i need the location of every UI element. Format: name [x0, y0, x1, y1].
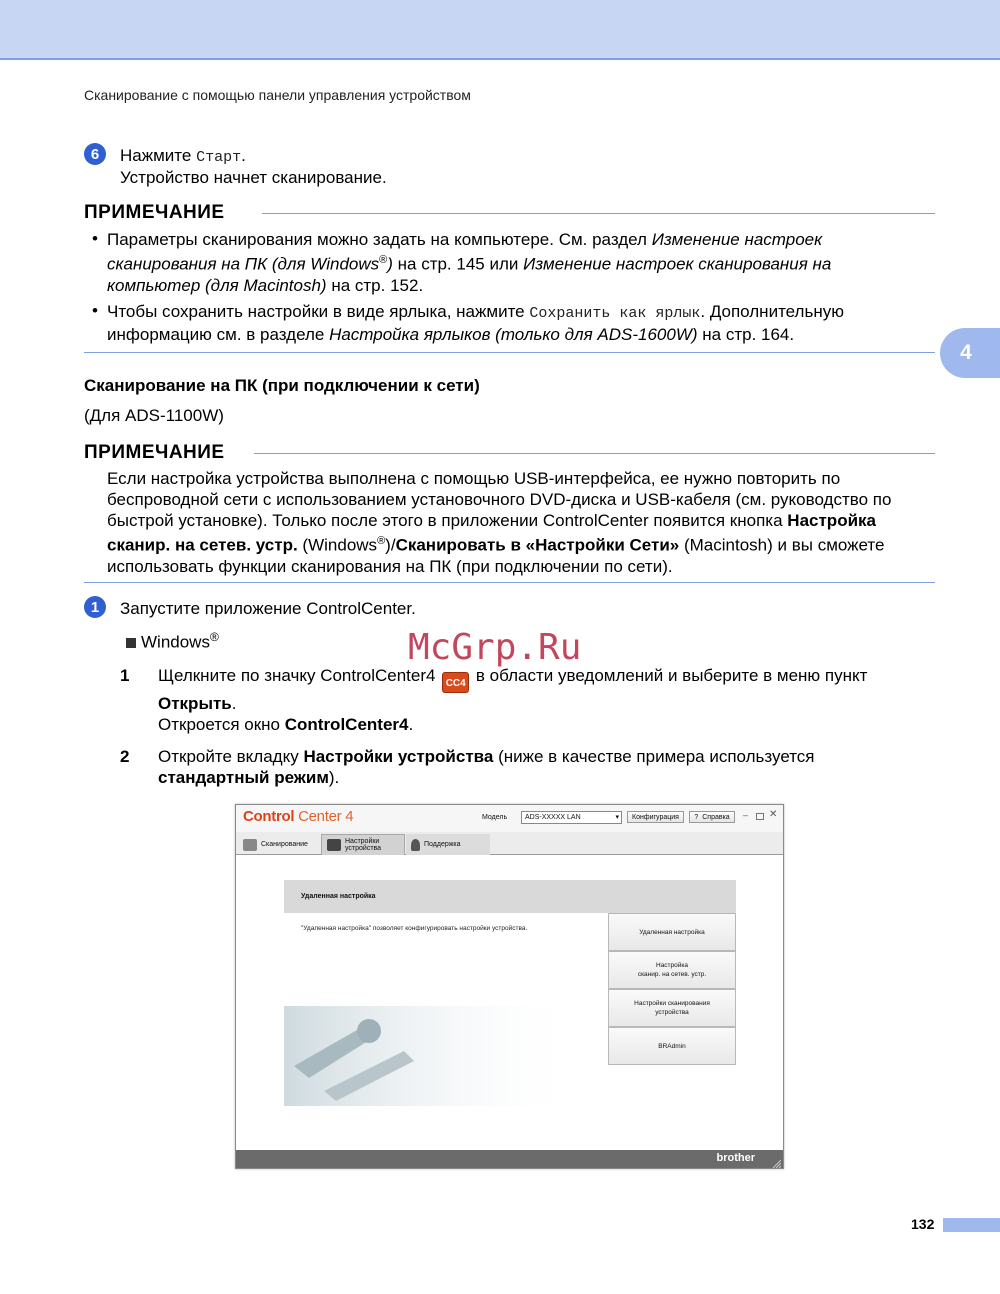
substep-2-text-c: ). — [328, 768, 340, 787]
substep-2-line-2 — [158, 767, 938, 788]
page-number-bar — [943, 1218, 1000, 1232]
tab-device-settings[interactable] — [321, 834, 405, 855]
tools-icon — [327, 839, 341, 851]
substep-number: 2 — [120, 747, 130, 766]
help-button-label: Справка — [702, 813, 730, 821]
bullet-1-line-2 — [107, 250, 937, 275]
bullet-1-line-1 — [107, 229, 937, 250]
brother-logo: brother — [716, 1152, 755, 1164]
bullet-1-text-b: на стр. 145 или — [392, 254, 524, 274]
note-2-line-2: беспроводной сети с использованием установочного DVD-диска и USB-кабеля (см. руководство по — [107, 490, 892, 509]
step-6-text: Нажмите — [120, 146, 197, 165]
bullet-1-ref-a: Изменение настроек — [651, 230, 823, 249]
remote-setup-label: Удаленная настройка — [639, 928, 705, 936]
substep-1-line-3 — [158, 714, 938, 735]
standard-mode-label: стандартный режим — [158, 768, 329, 787]
minimize-icon[interactable]: – — [743, 810, 749, 820]
bullet-2-text-d: на стр. 164. — [697, 325, 795, 344]
bullet-marker: • — [92, 229, 98, 248]
substep-1-line-2 — [158, 693, 938, 714]
maximize-icon[interactable] — [756, 813, 764, 820]
step-number-badge: 6 — [84, 143, 106, 165]
model-select[interactable] — [521, 811, 622, 824]
note-2-line-5: использовать функции сканирования на ПК (при подключении по сети). — [107, 556, 673, 576]
note-2-body — [107, 468, 937, 577]
bullet-1-line-3 — [107, 275, 937, 296]
start-command: Старт — [196, 149, 242, 166]
top-color-band — [0, 0, 1000, 60]
wrench-head-shape — [357, 1019, 381, 1043]
note-heading-rule — [254, 453, 935, 454]
note-1-bullet-1 — [107, 229, 937, 296]
scanner-icon — [243, 839, 257, 851]
bullet-2-line-2 — [107, 324, 937, 345]
content-area — [238, 856, 781, 1150]
tab-support[interactable] — [406, 834, 490, 855]
note-2-text-b: (Windows — [297, 535, 378, 555]
network-scan-settings-button[interactable] — [608, 951, 736, 989]
step-6-period: . — [241, 146, 246, 165]
network-scan-setting-label-b: сканир. на сетев. устр. — [107, 535, 298, 555]
tab-device-settings-label: Настройки устройства — [345, 838, 382, 852]
substep-2-text-b: (ниже в качестве примера используется — [493, 747, 815, 766]
substep-2-text: Откройте вкладку — [158, 747, 304, 766]
section-subtitle: (Для ADS-1100W) — [84, 406, 224, 425]
bullet-2-text-c: информацию см. в разделе — [107, 325, 330, 344]
note-2-slash: )/ — [385, 535, 396, 555]
registered-mark: ® — [209, 630, 219, 644]
network-scan-label-2: сканир. на сетев. устр. — [637, 971, 707, 978]
bullet-2-text-b: . Дополнительную — [700, 302, 844, 321]
substep-1-period: . — [231, 694, 237, 713]
bullet-marker: • — [92, 301, 98, 320]
window-titlebar — [236, 805, 783, 832]
chevron-down-icon: ▾ — [615, 814, 619, 821]
user-icon — [411, 839, 420, 851]
tab-support-label: Поддержка — [424, 841, 461, 848]
note-2-text: быстрой установке). Только после этого в приложении ControlCenter появится кнопка — [107, 511, 788, 530]
model-select-value: ADS-XXXXX LAN — [525, 814, 581, 821]
remote-setup-button[interactable] — [608, 913, 736, 951]
windows-label: Windows — [141, 632, 210, 652]
tab-scan[interactable] — [238, 834, 320, 855]
logo-bold-text: Control — [243, 808, 295, 825]
windows-item — [126, 627, 219, 653]
controlcenter4-window-name: ControlCenter4 — [284, 715, 409, 734]
open-menu-item-label: Открыть — [158, 694, 232, 713]
substep-2 — [158, 746, 938, 788]
bullet-1-ref-e: компьютер (для Macintosh) — [107, 275, 327, 295]
configuration-button[interactable]: Конфигурация — [627, 811, 684, 823]
tools-illustration — [284, 1006, 584, 1106]
page-number: 132 — [911, 1216, 935, 1232]
controlcenter-logo — [243, 808, 353, 825]
bradmin-button[interactable] — [608, 1027, 736, 1065]
registered-mark: ® — [377, 535, 386, 547]
note-2-text-c: (Macintosh) и вы сможете — [679, 535, 885, 555]
close-icon[interactable]: ✕ — [769, 809, 778, 820]
substep-1-line-1 — [158, 665, 938, 693]
logo-thin-text: Center 4 — [294, 808, 354, 825]
device-scan-label-2: устройства — [655, 1009, 689, 1016]
help-button[interactable] — [689, 811, 735, 823]
bullet-2-ref: Настройка ярлыков (только для ADS-1600W) — [329, 325, 698, 344]
note-2-line-4 — [107, 531, 937, 556]
panel-description: "Удаленная настройка" позволяет конфигурировать настройки устройства. — [301, 925, 528, 932]
bradmin-label: BRAdmin — [658, 1042, 686, 1050]
controlcenter4-window — [235, 804, 784, 1169]
substep-1-text: Щелкните по значку ControlCenter4 — [158, 666, 441, 685]
scan-to-network-label: Сканировать в «Настройки Сети» — [395, 535, 680, 555]
section-title: Сканирование на ПК (при подключении к сети) — [84, 376, 480, 395]
bullet-1-ref-c: ) — [387, 254, 393, 274]
step-6-line-2: Устройство начнет сканирование. — [120, 168, 387, 187]
note-heading: ПРИМЕЧАНИЕ — [84, 442, 225, 463]
note-end-rule — [84, 582, 935, 583]
bullet-2-line-1 — [107, 301, 937, 324]
note-2-line-3 — [107, 510, 937, 531]
device-settings-tab-name: Настройки устройства — [303, 747, 494, 766]
chapter-tab: 4 — [940, 328, 1000, 378]
step-6-line-1 — [120, 145, 246, 168]
substep-1-text-c: Откроется окно — [158, 715, 285, 734]
substep-number: 1 — [120, 666, 130, 685]
bullet-1-text: Параметры сканирования можно задать на компьютере. См. раздел — [107, 230, 652, 249]
window-footer — [236, 1150, 783, 1169]
square-bullet-icon — [126, 638, 136, 648]
substep-1-text-b: в области уведомлений и выберите в меню пункт — [471, 666, 868, 685]
panel-title: Удаленная настройка — [284, 880, 736, 913]
watermark: McGrp.Ru — [408, 627, 582, 668]
step-1-text: Запустите приложение ControlCenter. — [120, 599, 416, 618]
substep-2-line-1 — [158, 746, 938, 767]
note-2-line-1: Если настройка устройства выполнена с помощью USB-интерфейса, ее нужно повторить по — [107, 469, 841, 488]
note-heading-rule — [262, 213, 935, 214]
registered-mark: ® — [379, 254, 388, 266]
controlcenter4-tray-icon: CC4 — [442, 672, 469, 693]
network-scan-label-1: Настройка — [656, 962, 688, 969]
note-end-rule — [84, 352, 935, 353]
step-number-badge: 1 — [84, 596, 106, 618]
running-header: Сканирование с помощью панели управления устройством — [84, 87, 471, 103]
bullet-1-text-c: на стр. 152. — [326, 275, 424, 295]
bullet-2-text: Чтобы сохранить настройки в виде ярлыка, нажмите — [107, 302, 530, 321]
tab-bar — [236, 832, 783, 855]
help-icon: ? — [694, 813, 699, 821]
model-label: Модель — [482, 814, 508, 821]
note-1-bullet-2 — [107, 301, 937, 345]
device-scan-settings-button[interactable] — [608, 989, 736, 1027]
bullet-1-ref-b: сканирования на ПК (для Windows — [107, 254, 380, 274]
save-as-shortcut-command: Сохранить как ярлык — [529, 305, 701, 322]
device-scan-label-1: Настройки сканирования — [634, 1000, 710, 1007]
bullet-1-ref-d: Изменение настроек сканирования на — [523, 254, 832, 274]
substep-1 — [158, 665, 938, 735]
tab-scan-label: Сканирование — [261, 841, 308, 848]
resize-grip-icon[interactable] — [771, 1158, 781, 1168]
note-heading: ПРИМЕЧАНИЕ — [84, 202, 225, 223]
network-scan-setting-label: Настройка — [787, 511, 876, 530]
substep-1-period-b: . — [408, 715, 414, 734]
